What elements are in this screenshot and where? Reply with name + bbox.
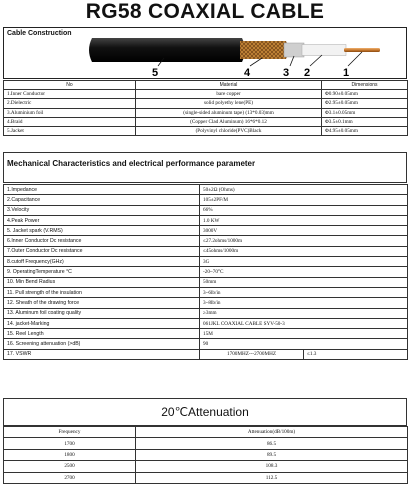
param-name: 3.Velocity: [4, 205, 200, 215]
table-row: [4, 226, 408, 236]
cell-no: 2.Dielectric: [4, 99, 136, 108]
vswr-label: 17. VSWR: [4, 349, 200, 359]
table-row: [4, 246, 408, 256]
param-value: 3~6lb/in: [200, 287, 408, 297]
foil-segment: [284, 43, 304, 57]
cell-attenuation: 112.5: [136, 472, 408, 483]
header-material: Material: [136, 81, 322, 90]
table-row: [4, 308, 408, 318]
param-name: 2.Capacitance: [4, 195, 200, 205]
table-row: [4, 329, 408, 339]
cell-material: bare copper: [136, 90, 322, 99]
param-value: 50±2Ω (Ohms): [200, 185, 408, 195]
table-row: [4, 205, 408, 215]
table-row: [4, 267, 408, 277]
braid-segment: [240, 41, 288, 59]
page-title: RG58 COAXIAL CABLE: [85, 0, 325, 23]
cell-attenuation: 86.5: [136, 438, 408, 449]
param-value: 105±2PF/M: [200, 195, 408, 205]
table-row: [4, 339, 408, 349]
param-name: 7.Outer Conductor Dc resistance: [4, 246, 200, 256]
table-row: [4, 277, 408, 287]
param-name: 8.cutoff Frequency(GHz): [4, 257, 200, 267]
cell-attenuation: 108.3: [136, 461, 408, 472]
cell-no: 5.Jacket: [4, 126, 136, 135]
table-row: [4, 236, 408, 246]
header-no: No: [4, 81, 136, 90]
vswr-range: 1700MHZ---2700MHZ: [200, 349, 304, 359]
param-name: 10. Min Bend Radius: [4, 277, 200, 287]
table-row: [4, 185, 408, 195]
cell-material: (Polyvinyl chloride(PVC)Black: [136, 126, 322, 135]
param-value: ≤27.2ohms/1000m: [200, 236, 408, 246]
param-value: 50mm: [200, 277, 408, 287]
param-value: 90: [200, 339, 408, 349]
conductor-segment: [344, 48, 380, 52]
callout-4: 4: [244, 67, 251, 79]
cell-dimension: Φ2.95±0.05mm: [322, 99, 408, 108]
vswr-value: ≤1.3: [304, 349, 408, 359]
table-row: [4, 215, 408, 225]
cable-illustration: [4, 28, 408, 80]
param-name: 1.Impedance: [4, 185, 200, 195]
mechanical-table: [3, 184, 408, 360]
table-header-row: [4, 427, 408, 438]
param-value: ≥3mm: [200, 308, 408, 318]
param-value: ≤45ohms/1000m: [200, 246, 408, 256]
cell-frequency: 2700: [4, 472, 136, 483]
param-name: 15. Reel Length: [4, 329, 200, 339]
cell-attenuation: 89.5: [136, 449, 408, 460]
table-row: [4, 126, 408, 135]
param-name: 12. Sheath of the drawing force: [4, 298, 200, 308]
param-value: -20~70°C: [200, 267, 408, 277]
callout-3: 3: [283, 67, 290, 79]
param-value: 3000V: [200, 226, 408, 236]
attenuation-table: [3, 426, 408, 484]
table-row: [4, 108, 408, 117]
table-row: [4, 438, 408, 449]
cell-dimension: Φ3.1±0.05mm: [322, 108, 408, 117]
materials-table: [3, 80, 408, 136]
param-name: 11. Pull strength of the insulation: [4, 287, 200, 297]
header-attenuation: Attenuation(dB/100m): [136, 427, 408, 438]
callout-2: 2: [304, 67, 311, 79]
param-name: 4.Peak Power: [4, 215, 200, 225]
table-row: [4, 99, 408, 108]
cell-material: (single-sided aluminum tape) (13*0.03)mm: [136, 108, 322, 117]
table-row: [4, 287, 408, 297]
table-row: [4, 195, 408, 205]
table-row: [4, 117, 408, 126]
param-value: 66%: [200, 205, 408, 215]
table-row: [4, 318, 408, 328]
param-name: 13. Aluminum foil coating quality: [4, 308, 200, 318]
mechanical-heading: Mechanical Characteristics and electrical performance parameter: [3, 152, 407, 183]
cell-frequency: 1800: [4, 449, 136, 460]
table-row: [4, 90, 408, 99]
param-value: 3~8lb/in: [200, 298, 408, 308]
cell-no: 3.Aluminium foil: [4, 108, 136, 117]
param-name: 14. jacket-Marking: [4, 318, 200, 328]
param-value: 3G: [200, 257, 408, 267]
cell-frequency: 2500: [4, 461, 136, 472]
cell-frequency: 1700: [4, 438, 136, 449]
cell-material: solid polyethy lene(PE): [136, 99, 322, 108]
param-value: 1.0 KW: [200, 215, 408, 225]
param-name: 6.Inner Conductor Dc resistance: [4, 236, 200, 246]
header-frequency: Frequency: [4, 427, 136, 438]
param-name: 9. OperatingTemperature °C: [4, 267, 200, 277]
param-name: 16. Screening attenuation (>dB): [4, 339, 200, 349]
table-header-row: [4, 81, 408, 90]
table-row: [4, 257, 408, 267]
dielectric-segment: [302, 45, 346, 56]
table-row: [4, 298, 408, 308]
cell-no: 4.Braid: [4, 117, 136, 126]
cell-dimension: Φ3.5±0.1mm: [322, 117, 408, 126]
construction-label: Cable Construction: [7, 30, 72, 37]
callout-1: 1: [343, 67, 350, 79]
table-row-vswr: [4, 349, 408, 359]
header-dimensions: Dimensions: [322, 81, 408, 90]
callout-5: 5: [152, 67, 159, 79]
param-value: 061JKL COAXIAL CABLE SYV-50-3: [200, 318, 408, 328]
cell-dimension: Φ0.90±0.05mm: [322, 90, 408, 99]
param-name: 5. Jacket spark (V.RMS): [4, 226, 200, 236]
table-row: [4, 461, 408, 472]
table-row: [4, 472, 408, 483]
cell-material: (Copper Clad Aluminum) 16*6*0.12: [136, 117, 322, 126]
cable-construction-panel: [3, 27, 407, 79]
attenuation-heading: 20℃Attenuation: [3, 398, 407, 426]
cell-no: 1.Inner Conductor: [4, 90, 136, 99]
jacket-segment: [89, 38, 245, 62]
param-value: 15M: [200, 329, 408, 339]
table-row: [4, 449, 408, 460]
cell-dimension: Φ4.95±0.05mm: [322, 126, 408, 135]
